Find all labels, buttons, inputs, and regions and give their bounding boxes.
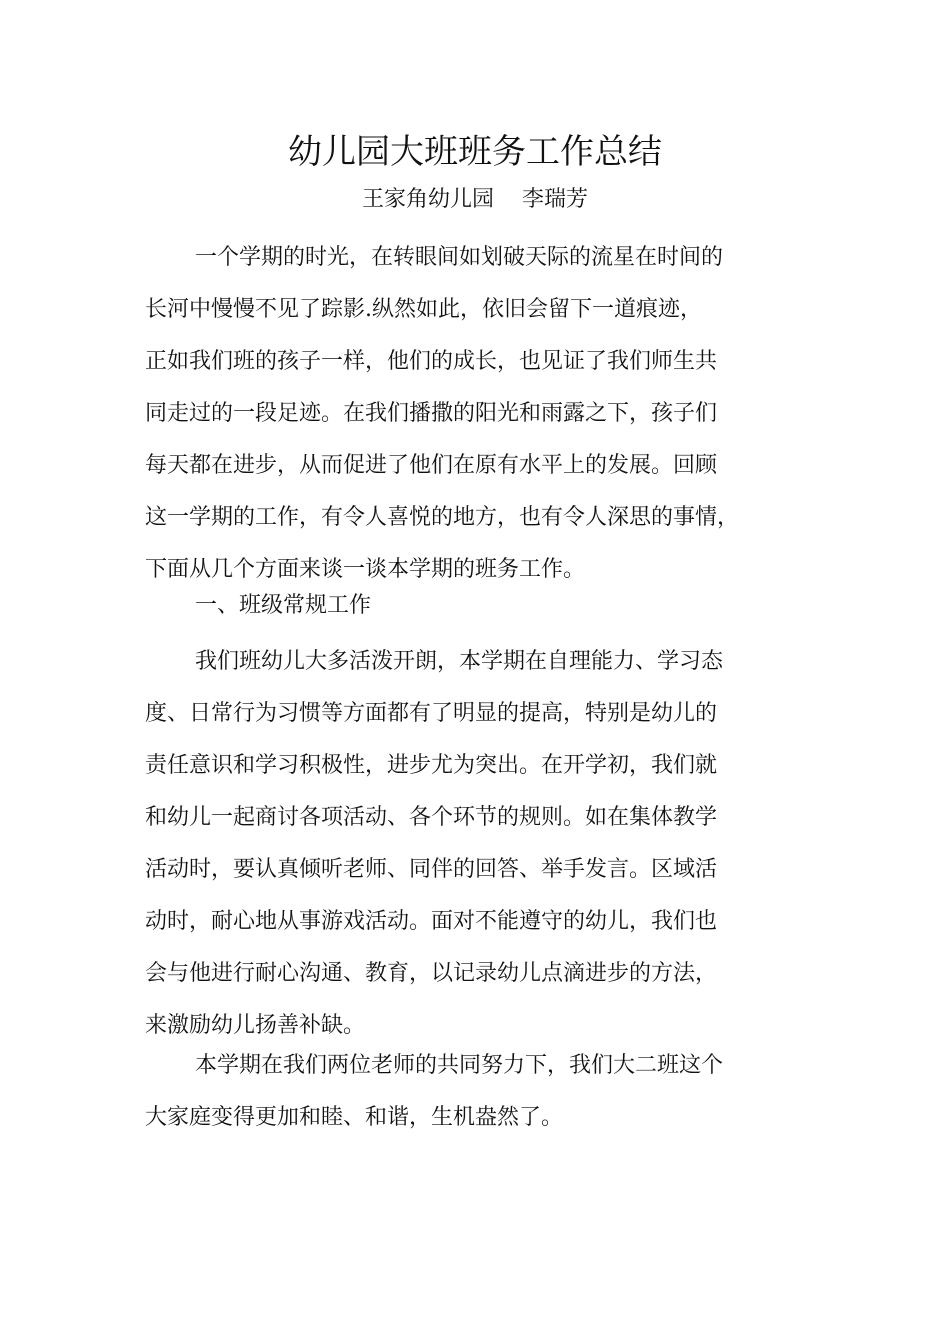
paragraph-line: 会与他进行耐心沟通、教育，以记录幼儿点滴进步的方法， [145, 961, 718, 986]
paragraph-intro [145, 232, 810, 596]
paragraph-line: 下面从几个方面来谈一谈本学期的班务工作。 [145, 557, 586, 582]
paragraph-routine [145, 636, 810, 1052]
section-heading [145, 580, 810, 632]
document-author-line: 王家角幼儿园 李瑞芳 [362, 187, 588, 212]
document-title: 幼儿园大班班务工作总结 [288, 132, 662, 172]
paragraph-line: 动时，耐心地从事游戏活动。面对不能遵守的幼儿，我们也 [145, 909, 718, 934]
paragraph-line: 每天都在进步，从而促进了他们在原有水平上的发展。回顾 [145, 453, 718, 478]
paragraph-summary [145, 1040, 810, 1144]
paragraph-line: 本学期在我们两位老师的共同努力下，我们大二班这个 [195, 1053, 724, 1078]
paragraph-line: 同走过的一段足迹。在我们播撒的阳光和雨露之下，孩子们 [145, 401, 718, 426]
section-heading-text: 一、班级常规工作 [195, 593, 372, 618]
paragraph-line: 我们班幼儿大多活泼开朗，本学期在自理能力、学习态 [195, 649, 724, 674]
paragraph-line: 责任意识和学习积极性，进步尤为突出。在开学初，我们就 [145, 753, 718, 778]
paragraph-line: 和幼儿一起商讨各项活动、各个环节的规则。如在集体教学 [145, 805, 718, 830]
paragraph-line: 活动时，要认真倾听老师、同伴的回答、举手发言。区域活 [145, 857, 718, 882]
paragraph-line: 一个学期的时光，在转眼间如划破天际的流星在时间的 [195, 245, 724, 270]
paragraph-line: 来激励幼儿扬善补缺。 [145, 1013, 366, 1038]
paragraph-line: 这一学期的工作，有令人喜悦的地方，也有令人深思的事情， [145, 505, 740, 530]
paragraph-line: 长河中慢慢不见了踪影.纵然如此，依旧会留下一道痕迹， [145, 297, 702, 322]
paragraph-line: 正如我们班的孩子一样，他们的成长，也见证了我们师生共 [145, 349, 718, 374]
paragraph-line: 大家庭变得更加和睦、和谐，生机盎然了。 [145, 1105, 564, 1130]
paragraph-line: 度、日常行为习惯等方面都有了明显的提高，特别是幼儿的 [145, 701, 718, 726]
